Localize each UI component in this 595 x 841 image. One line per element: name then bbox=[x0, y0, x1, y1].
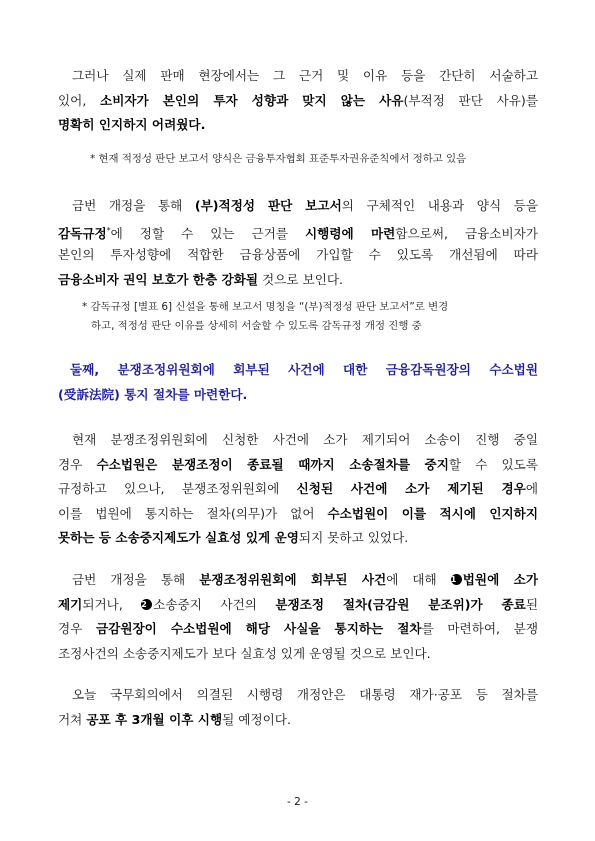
text-line: 경우 수소법원은 분쟁조정이 종료될 때까지 소송절차를 중지할 수 있도록 bbox=[58, 456, 538, 472]
paragraph-3 bbox=[58, 428, 538, 551]
paragraph-4 bbox=[58, 568, 538, 666]
text-line: 감독규정*에 정할 수 있는 근거를 시행령에 마련함으로써, 금융소비자가 bbox=[58, 225, 538, 241]
text-line: 금번 개정을 통해 (부)적정성 판단 보고서의 구체적인 내용과 양식 등을 bbox=[72, 198, 538, 213]
circled-number-1: 1 bbox=[451, 574, 462, 585]
text-line: 조정사건의 소송중지제도가 보다 실효성 있게 운영될 것으로 보인다. bbox=[58, 645, 431, 661]
text-line: 거쳐 공포 후 3개월 이후 시행될 예정이다. bbox=[58, 711, 291, 727]
footnote-text: 하고, 적정성 판단 이유를 상세히 서술할 수 있도록 감독규정 개정 진행 중 bbox=[91, 320, 422, 332]
text-line: 제기되거나, 2 소송중지 사건의 분쟁조정 절차(금감원 분조위)가 종료된 bbox=[58, 596, 538, 612]
footnote-text: * 감독규정 [별표 6] 신설을 통해 보고서 명칭을 “(부)적정성 판단 보고서”로 변경 bbox=[82, 301, 449, 313]
text-line: 본인의 투자성향에 적합한 금융상품에 가입할 수 있도록 개선됨에 따라 bbox=[58, 247, 538, 262]
text-line: 규정하고 있으나, 분쟁조정위원회에 신청된 사건에 소가 제기된 경우에 bbox=[58, 481, 538, 496]
text-line: 금융소비자 권익 보호가 한층 강화될 것으로 보인다. bbox=[58, 271, 344, 287]
text-line: 명확히 인지하지 어려웠다. bbox=[58, 117, 206, 132]
section-heading-2 bbox=[58, 358, 538, 407]
footnote-1 bbox=[90, 150, 550, 169]
text-line: 못하는 등 소송중지제도가 실효성 있게 운영되지 못하고 있었다. bbox=[58, 530, 409, 545]
text-line: 금번 개정을 통해 분쟁조정위원회에 회부된 사건에 대해 1 법원에 소가 bbox=[72, 572, 538, 587]
footnote-2 bbox=[82, 298, 542, 336]
text-line: 그러나 실제 판매 현장에서는 그 근거 및 이유 등을 간단히 서술하고 bbox=[72, 68, 538, 83]
footnote-text: * 현재 적정성 판단 보고서 양식은 금융투자협회 표준투자권유준칙에서 정하고 있음 bbox=[90, 153, 467, 165]
text-line: 이를 법원에 통지하는 절차(의무)가 없어 수소법원이 이를 적시에 인지하지 bbox=[58, 505, 538, 521]
circled-number-2: 2 bbox=[141, 599, 152, 610]
paragraph-1 bbox=[58, 64, 538, 138]
text-line: 오늘 국무회의에서 의결된 시행령 개정안은 대통령 재가·공포 등 절차를 bbox=[72, 687, 538, 702]
paragraph-5 bbox=[58, 683, 538, 732]
heading-line: 둘째, 분쟁조정위원회에 회부된 사건에 대한 금융감독원장의 수소법원 bbox=[70, 362, 538, 377]
heading-line: (受訴法院) 통지 절차를 마련한다. bbox=[58, 386, 248, 402]
text-line: 현재 분쟁조정위원회에 신청한 사건에 소가 제기되어 소송이 진행 중일 bbox=[72, 432, 538, 447]
paragraph-2 bbox=[58, 194, 538, 292]
text-line: 있어, 소비자가 본인의 투자 성향과 맞지 않는 사유(부적정 판단 사유)를 bbox=[58, 92, 538, 108]
text-line: 경우 금감원장이 수소법원에 해당 사실을 통지하는 절차를 마련하여, 분쟁 bbox=[58, 621, 538, 636]
page-number: - 2 - bbox=[287, 796, 308, 808]
